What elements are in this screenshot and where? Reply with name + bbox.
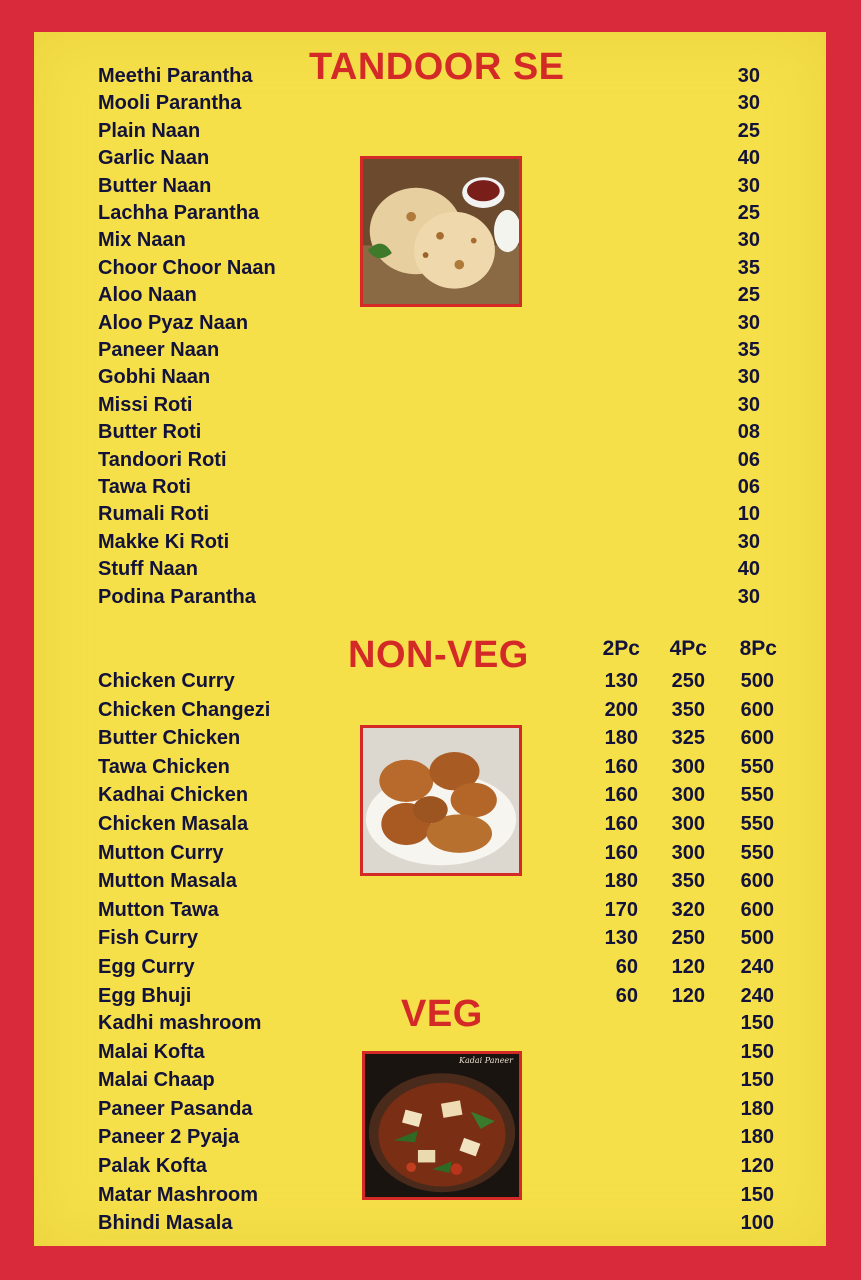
nonveg-heading: NON-VEG — [348, 634, 529, 676]
menu-item-name: Garlic Naan — [98, 147, 210, 169]
col-header-2pc: 2Pc — [602, 637, 640, 660]
menu-item-price-4pc: 120 — [671, 985, 705, 1007]
menu-item-name: Aloo Naan — [98, 284, 197, 306]
menu-item-price: 150 — [740, 1041, 774, 1063]
menu-item-price-8pc: 550 — [740, 784, 774, 806]
menu-item-name: Lachha Parantha — [98, 202, 260, 224]
menu-item-price-4pc: 300 — [671, 842, 705, 864]
menu-item-name: Rumali Roti — [98, 503, 210, 525]
menu-item-price: 150 — [740, 1012, 774, 1034]
menu-item-price-4pc: 350 — [671, 699, 705, 721]
menu-item-price: 30 — [737, 366, 760, 388]
menu-item-price: 180 — [740, 1098, 774, 1120]
menu-item-name: Mutton Tawa — [98, 899, 219, 921]
menu-item-price-8pc: 550 — [740, 813, 774, 835]
menu-item-price-2pc: 130 — [604, 927, 638, 949]
menu-item-price-4pc: 250 — [671, 670, 705, 692]
menu-item-price: 120 — [740, 1155, 774, 1177]
menu-item-price: 30 — [737, 92, 760, 114]
menu-item-price-8pc: 500 — [740, 927, 774, 949]
col-header-4pc: 4Pc — [669, 637, 707, 660]
menu-item-price-2pc: 170 — [604, 899, 638, 921]
menu-item-price: 30 — [737, 229, 760, 251]
menu-item-price-4pc: 325 — [671, 727, 705, 749]
menu-item-name: Matar Mashroom — [98, 1184, 259, 1206]
menu-item-price-8pc: 500 — [740, 670, 774, 692]
menu-item-price: 25 — [737, 120, 760, 142]
menu-item-name: Palak Kofta — [98, 1155, 207, 1177]
menu-item-name: Makke Ki Roti — [98, 531, 230, 553]
menu-item-price-2pc: 60 — [615, 985, 638, 1007]
menu-item-price: 35 — [737, 339, 760, 361]
menu-item-price: 08 — [737, 421, 760, 443]
menu-item-name: Butter Roti — [98, 421, 202, 443]
menu-item-price: 25 — [737, 202, 760, 224]
menu-item-name: Mix Naan — [98, 229, 186, 251]
menu-item-name: Missi Roti — [98, 394, 193, 416]
menu-item-price-4pc: 300 — [671, 813, 705, 835]
menu-item-price: 150 — [740, 1184, 774, 1206]
menu-item-price: 150 — [740, 1069, 774, 1091]
naan-photo — [360, 156, 522, 307]
menu-item-price-2pc: 160 — [604, 784, 638, 806]
menu-item-name: Choor Choor Naan — [98, 257, 276, 279]
menu-item-name: Paneer Naan — [98, 339, 220, 361]
menu-item-price-2pc: 160 — [604, 842, 638, 864]
menu-item-name: Chicken Changezi — [98, 699, 271, 721]
menu-item-price: 06 — [737, 476, 760, 498]
menu-item-price-2pc: 160 — [604, 813, 638, 835]
menu-item-price-4pc: 320 — [671, 899, 705, 921]
fried-chicken-photo — [360, 725, 522, 876]
menu-item-name: Mutton Curry — [98, 842, 224, 864]
menu-item-name: Butter Chicken — [98, 727, 241, 749]
menu-item-name: Kadhai Chicken — [98, 784, 249, 806]
menu-item-price: 100 — [740, 1212, 774, 1234]
menu-item-name: Gobhi Naan — [98, 366, 211, 388]
menu-item-price-4pc: 120 — [671, 956, 705, 978]
menu-item-price-4pc: 300 — [671, 784, 705, 806]
menu-item-price-4pc: 350 — [671, 870, 705, 892]
menu-item-price-2pc: 200 — [604, 699, 638, 721]
menu-item-name: Egg Curry — [98, 956, 195, 978]
menu-item-price-8pc: 600 — [740, 699, 774, 721]
menu-item-price: 25 — [737, 284, 760, 306]
col-header-8pc: 8Pc — [739, 637, 777, 660]
menu-item-name: Egg Bhuji — [98, 985, 192, 1007]
menu-item-price: 30 — [737, 394, 760, 416]
menu-item-price-8pc: 600 — [740, 727, 774, 749]
menu-item-name: Stuff Naan — [98, 558, 198, 580]
menu-item-name: Paneer 2 Pyaja — [98, 1126, 240, 1148]
menu-item-name: Aloo Pyaz Naan — [98, 312, 249, 334]
menu-item-price-8pc: 240 — [740, 956, 774, 978]
menu-item-name: Plain Naan — [98, 120, 201, 142]
menu-item-price-2pc: 180 — [604, 727, 638, 749]
menu-item-price: 30 — [737, 531, 760, 553]
menu-item-price-4pc: 300 — [671, 756, 705, 778]
menu-item-price: 35 — [737, 257, 760, 279]
menu-item-price: 30 — [737, 586, 760, 608]
menu-item-name: Tawa Roti — [98, 476, 191, 498]
menu-item-name: Bhindi Masala — [98, 1212, 233, 1234]
menu-item-price: 06 — [737, 449, 760, 471]
menu-item-name: Podina Parantha — [98, 586, 256, 608]
photo-caption: Kadai Paneer — [459, 1056, 513, 1065]
menu-item-name: Malai Chaap — [98, 1069, 215, 1091]
veg-heading: VEG — [401, 993, 483, 1035]
menu-item-price-8pc: 600 — [740, 870, 774, 892]
menu-item-price: 30 — [737, 65, 760, 87]
kadai-paneer-photo — [362, 1051, 522, 1200]
menu-item-name: Mutton Masala — [98, 870, 237, 892]
menu-item-price: 180 — [740, 1126, 774, 1148]
menu-item-name: Meethi Parantha — [98, 65, 253, 87]
menu-item-price: 10 — [737, 503, 760, 525]
menu-item-price-8pc: 550 — [740, 756, 774, 778]
menu-item-price-2pc: 180 — [604, 870, 638, 892]
menu-item-price: 40 — [737, 558, 760, 580]
menu-item-name: Mooli Parantha — [98, 92, 242, 114]
menu-item-name: Paneer Pasanda — [98, 1098, 253, 1120]
menu-item-name: Chicken Masala — [98, 813, 249, 835]
menu-item-name: Fish Curry — [98, 927, 199, 949]
menu-item-price-4pc: 250 — [671, 927, 705, 949]
menu-item-name: Chicken Curry — [98, 670, 235, 692]
menu-item-price: 30 — [737, 175, 760, 197]
menu-item-price-2pc: 130 — [604, 670, 638, 692]
menu-item-price: 40 — [737, 147, 760, 169]
menu-item-name: Malai Kofta — [98, 1041, 205, 1063]
menu-item-price-8pc: 240 — [740, 985, 774, 1007]
menu-item-name: Tandoori Roti — [98, 449, 227, 471]
menu-item-name: Tawa Chicken — [98, 756, 230, 778]
menu-item-name: Butter Naan — [98, 175, 212, 197]
menu-item-price-2pc: 60 — [615, 956, 638, 978]
menu-item-price: 30 — [737, 312, 760, 334]
menu-item-price-2pc: 160 — [604, 756, 638, 778]
tandoor-heading: TANDOOR SE — [309, 46, 565, 88]
menu-item-name: Kadhi mashroom — [98, 1012, 262, 1034]
menu-item-price-8pc: 550 — [740, 842, 774, 864]
menu-item-price-8pc: 600 — [740, 899, 774, 921]
